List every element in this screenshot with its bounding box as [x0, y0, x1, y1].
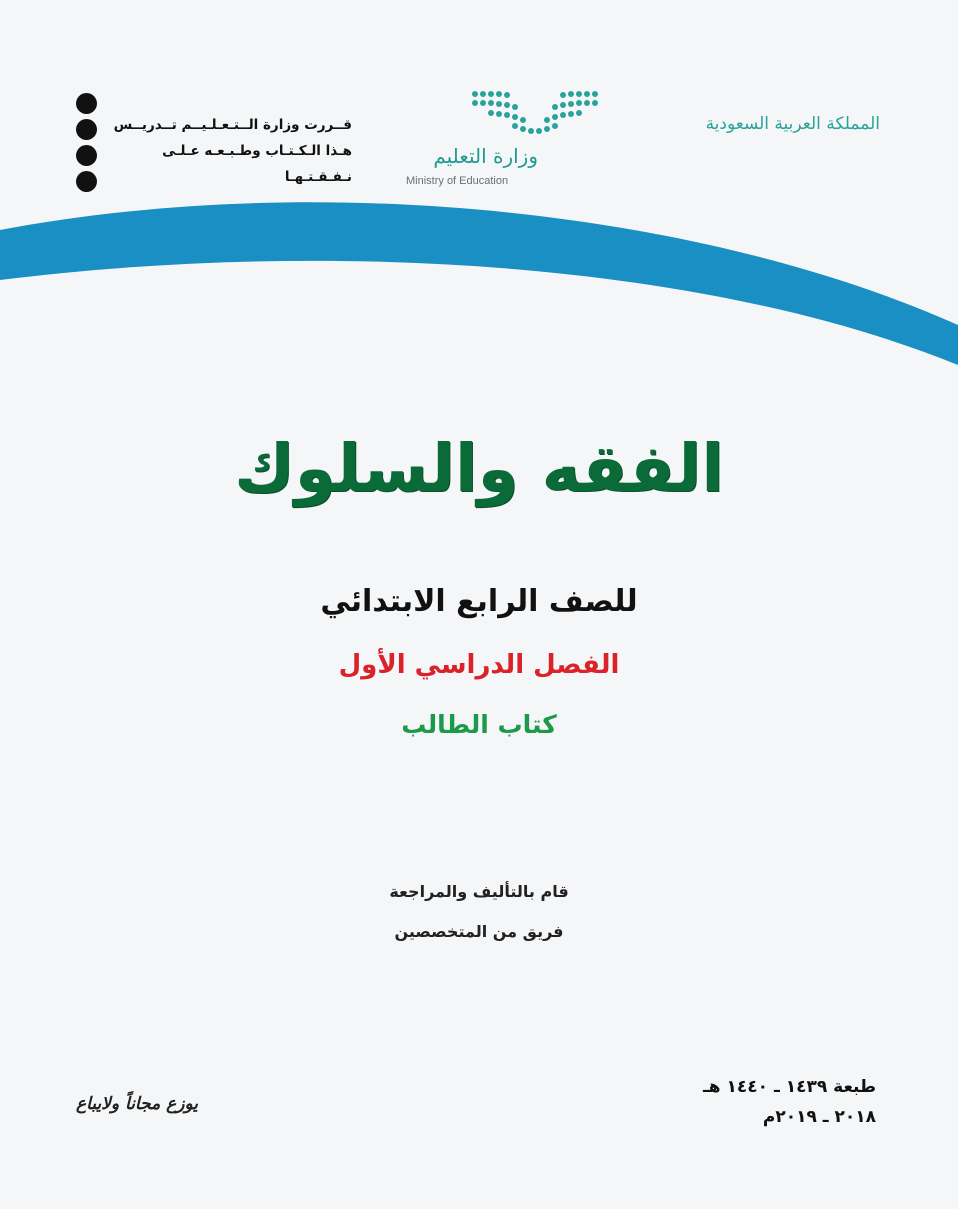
ministry-logo: [398, 88, 608, 188]
ministry-name-arabic: وزارة التعليم: [433, 144, 538, 168]
blue-swoosh-band: [0, 180, 958, 380]
free-distribution-note: يوزع مجاناً ولايباع: [76, 1094, 198, 1114]
edition-gregorian: ٢٠١٨ ـ ٢٠١٩م: [762, 1107, 876, 1127]
semester: الفصل الدراسي الأول: [338, 650, 620, 680]
edition-info: [656, 1072, 876, 1132]
decree-line-2: هـذا الـكـتـاب وطـبـعـه عـلـى نـفـقـتـهـا: [162, 143, 352, 185]
credits-line-2: فريق من المتخصصين: [394, 922, 564, 941]
ministry-emblem-icon: [470, 88, 600, 138]
subject-title: الفقه والسلوك: [234, 430, 724, 507]
ministry-name-english: Ministry of Education: [406, 175, 509, 187]
dot-icon: [76, 93, 97, 114]
decree-line-1: قــررت وزارة الــتـعـلـيــم تــدريــس: [113, 117, 352, 133]
credits-line-1: قام بالتأليف والمراجعة: [389, 882, 569, 901]
dot-icon: [76, 145, 97, 166]
book-type: كتاب الطالب: [401, 710, 557, 739]
grade-level: للصف الرابع الابتدائي: [320, 584, 638, 619]
dot-icon: [76, 119, 97, 140]
credits: [0, 872, 958, 952]
kingdom-name: المملكة العربية السعودية: [705, 114, 880, 134]
edition-hijri: طبعة ١٤٣٩ ـ ١٤٤٠ هـ: [703, 1077, 876, 1097]
ministry-decree: [112, 112, 352, 190]
